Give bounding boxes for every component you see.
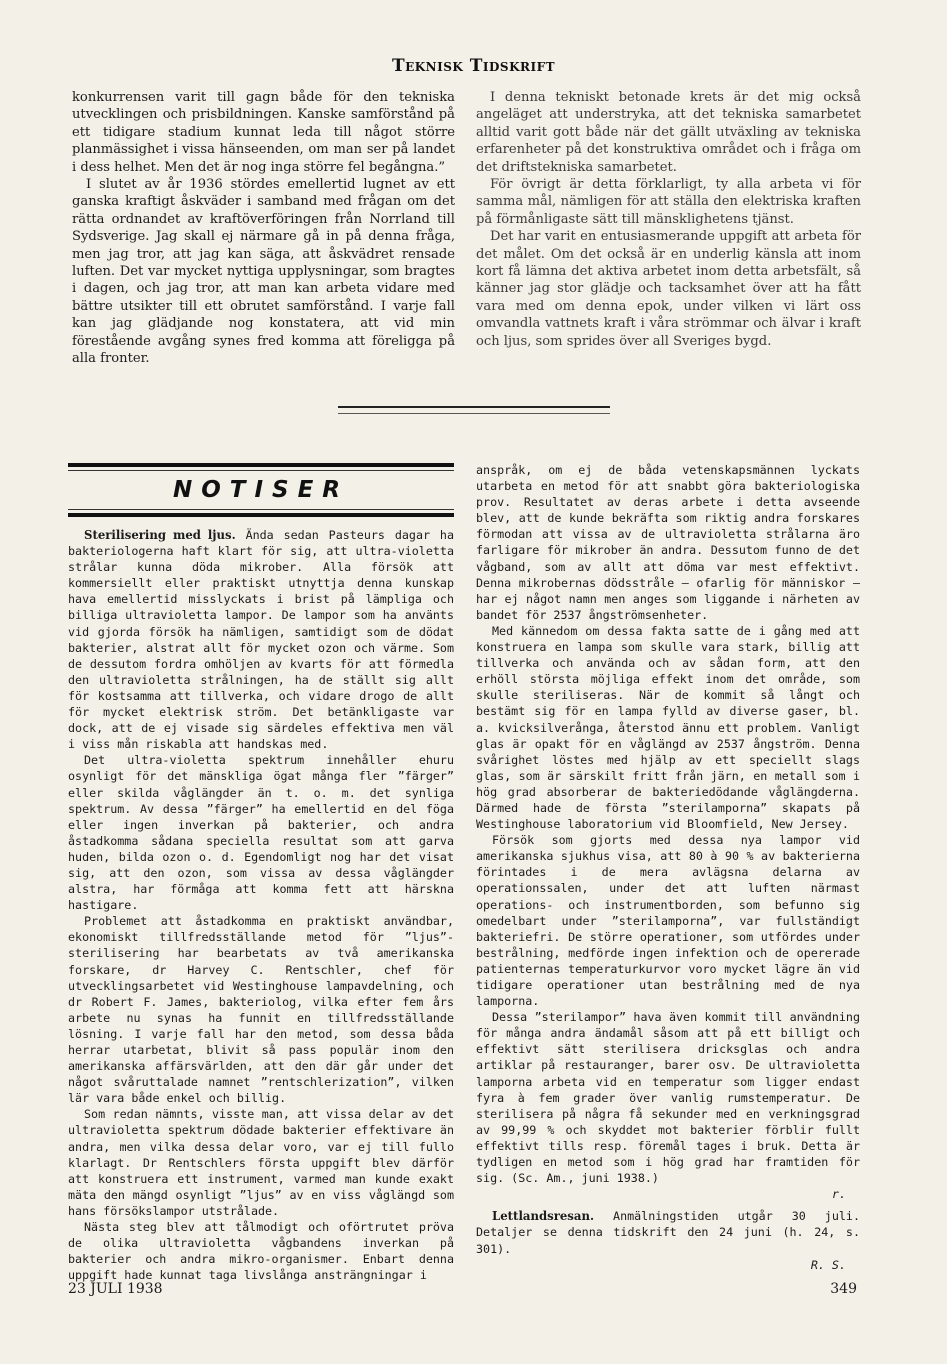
paragraph: Försök som gjorts med dessa nya lampor vid amerikanska sjukhus visa, att 80 à 90 % av bakterierna förintades i de mera avlägsna delarna av operationssalen, under det att luften närmast operations- och instrumentborden, som befunno sig omedelbart under ”sterilamporna”, var fullständigt bakteriefri. De större operationer, som utfördes under bestrålning, medförde ingen infektion och de opererade patienternas temperaturkurvor voro mycket lägre än vid tidigare operationer utan bestrålning med de nya lamporna. — [476, 833, 860, 1009]
paragraph: Det ultra-violetta spektrum innehåller ehuru osynligt för det mänskliga ögat många fler ”färger” eller skilda våglängder än t. o. m. det synliga spektrum. Av dessa ”färger” ha emellertid en del föga eller ingen inverkan på bakterier, och andra åstadkomma sådana speciella resultat som att garva huden, bilda ozon o. d. Egendomligt nog har det visat sig, att den ozon, som vissa av dessa våglängder alstra, har förmåga att komma fett att härskna hastigare. — [68, 753, 454, 913]
notice-title: Sterilisering med ljus. — [84, 528, 236, 542]
journal-title: Teknisk Tidskrift — [391, 56, 556, 76]
notiser-heading: NOTISER — [172, 477, 350, 503]
paragraph: Det har varit en entusiasmerande uppgift att arbeta för det målet. Om det också är en underlig känsla att inom kort få lämna det aktiva arbetet inom detta arbetsfält, så känner jag stor glädje och tacksamhet över att ha fått vara med om denna epok, under vilken vi lärt oss omvandla vattnets kraft i våra strömmar och älvar i kraft och ljus, som sprides över all Sveriges bygd. — [476, 229, 861, 349]
paragraph: Dessa ”sterilampor” hava även kommit till användning för många andra ändamål såsom att på ett billigt och effektivt sätt sterilisera dricksglas och andra artiklar på restauranger, barer osv. De ultravioletta lamporna arbeta vid en temperatur som ligger endast fyra à fem grader över vanlig rumstemperatur. De sterilisera på några få sekunder med en verkningsgrad av 99,99 % och skyddet mot bakterier förblir fullt effektivt tills resp. föremål tages i bruk. Detta är tydligen en metod som i hög grad har framtiden för sig. (Sc. Am., juni 1938.) — [476, 1010, 860, 1186]
paragraph: I slutet av år 1936 stördes emellertid lugnet av ett ganska kraftigt åskväder i samband med frågan om det rätta ordnandet av kraftöverföringen från Norrland till Sydsverige. Jag skall ej närmare gå in på denna fråga, men jag tror, att jag kan säga, att åskvädret rensade luften. Det var mycket nyttiga upplysningar, som bragtes i dagen, och jag tror, att man kan arbeta vidare med bättre utsikter till ett obrutet samförstånd. I varje fall kan jag glädjande nog konstatera, att vid min förestående avgång synes fred komma att föreligga på alla fronter. — [72, 177, 455, 367]
notice-signature: r. — [831, 1187, 846, 1202]
paragraph: anspråk, om ej de båda vetenskapsmännen lyckats utarbeta en metod för att snabbt göra bakteriologiska prov. Resultatet av deras arbete i detta avseende blev, att de kunde bekräfta som riktig andra forskares förmodan att vissa av de ultravioletta strålarna äro farligare för mikrober än andra. Dessutom funno de det vågband, som av allt att döma var mest effektivt. Denna mikrobernas dödsstråle — ofarlig för människor — har ej något namn men anges som liggande i närheten av bandet för 2537 ångströmsenheter. — [476, 463, 860, 622]
paragraph: För övrigt är detta förklarligt, ty alla arbeta vi för samma mål, nämligen för att ställa den elektriska kraften på förmånligaste sätt till mänsklighetens tjänst. — [476, 177, 861, 227]
paragraph: Ända sedan Pasteurs dagar ha bakteriologerna haft klart för sig, att ultra-violetta strålar kunna döda mikrober. Alla försök att kommersiellt eller praktiskt utnyttja denna kunskap hava emellertid misslyckats i brist på lämpliga och billiga ultravioletta lampor. De lampor som ha använts vid gjorda försök ha nämligen, samtidigt som de dödat bakterier, alstrat allt för mycket ozon och värme. Som de dessutom fordra omhöljen av kvarts för att förmedla den ultravioletta strålningen, ha de ställt sig allt för kostsamma att tillverka, och vidare drogo de allt för mycket elektrisk ström. Det betänkligaste var dock, att de ej visade sig särdeles effektiva men väl i viss mån riskabla att handskas med. — [68, 528, 454, 752]
paragraph: Nästa steg blev att tålmodigt och oförtrutet pröva de olika ultravioletta vågbandens inverkan på bakterier och andra mikro-organismer. Enbart denna uppgift hade kunnat taga livslånga ansträngningar i — [68, 1220, 454, 1283]
notice-signature: R. S. — [810, 1257, 846, 1272]
paragraph: konkurrensen varit till gagn både för den tekniska utvecklingen och prisbildningen. Kanske samförstånd på ett tidigare stadium kunnat leda till något större planmässighet i vissa hänseenden, om man ser på landet i dess helhet. Men det är nog inga större fel begångna.” — [72, 90, 455, 175]
paragraph: Anmälningstiden utgår 30 juli. Detaljer se denna tidskrift den 24 juni (h. 24, s. 301). — [476, 1209, 860, 1256]
section-divider — [338, 406, 610, 414]
issue-date: 23 JULI 1938 — [68, 1281, 163, 1297]
notiser-right-column — [476, 462, 860, 1273]
heading-rule — [68, 513, 454, 517]
paragraph: Problemet att åstadkomma en praktiskt användbar, ekonomiskt tillfredsställande metod för ”ljus”-sterilisering har bearbetats av två amerikanska forskare, dr Harvey C. Rentschler, chef för utvecklingsarbetet vid Westinghouse lampavdelning, och dr Robert F. James, bakteriolog, vilka efter fem års arbete nu synas ha funnit en tillfredsställande lösning. I varje fall har den metod, som dessa båda herrar utarbetat, blivit så pass populär inom den amerikanska affärsvärlden, att den där går under det något svåruttalade namnet ”rentschlerization”, vilken lär vara både enkel och billig. — [68, 914, 454, 1106]
article-end-right-column — [476, 89, 861, 350]
heading-rule — [68, 509, 454, 510]
article-end-left-column — [72, 89, 455, 368]
heading-rule — [68, 470, 454, 471]
notiser-heading-box — [68, 463, 454, 519]
heading-rule — [68, 463, 454, 467]
paragraph: Som redan nämnts, visste man, att vissa delar av det ultravioletta spektrum dödade bakterier effektivare än andra, men vilka dessa delar voro, var ej till fullo klarlagt. Dr Rentschlers första uppgift blev därför att konstruera ett instrument, varmed man kunde exakt mäta den mängd osynligt ”ljus” av en viss våglängd som hans försökslampor utstrålade. — [68, 1107, 454, 1218]
notiser-left-column — [68, 527, 454, 1283]
page-number: 349 — [830, 1281, 857, 1297]
paragraph: I denna tekniskt betonade krets är det mig också angeläget att understryka, att det tekniska samarbetet alltid varit gott både när det gällt utväxling av tekniska erfarenheter på det konstruktiva området och i fråga om det driftstekniska samarbetet. — [476, 90, 861, 175]
paragraph: Med kännedom om dessa fakta satte de i gång med att konstruera en lampa som skulle vara stark, billig att tillverka och använda och av sådan form, att den erhöll största möjliga effekt inom det område, som skulle steriliseras. När de kommit så långt och bestämt sig för en lampa fylld av diverse gaser, bl. a. kvicksilverånga, återstod ännu ett problem. Vanligt glas är opakt för en våglängd av 2537 ångström. Denna svårighet löstes med hjälp av ett speciellt slags glas, som är särskilt fritt från järn, en metall som i hög grad absorberar de bakteriedödande våglängderna. Därmed hade de första ”sterilamporna” skapats på Westinghouse laboratorium vid Bloomfield, New Jersey. — [476, 623, 860, 832]
notice-title: Lettlandsresan. — [492, 1209, 595, 1224]
